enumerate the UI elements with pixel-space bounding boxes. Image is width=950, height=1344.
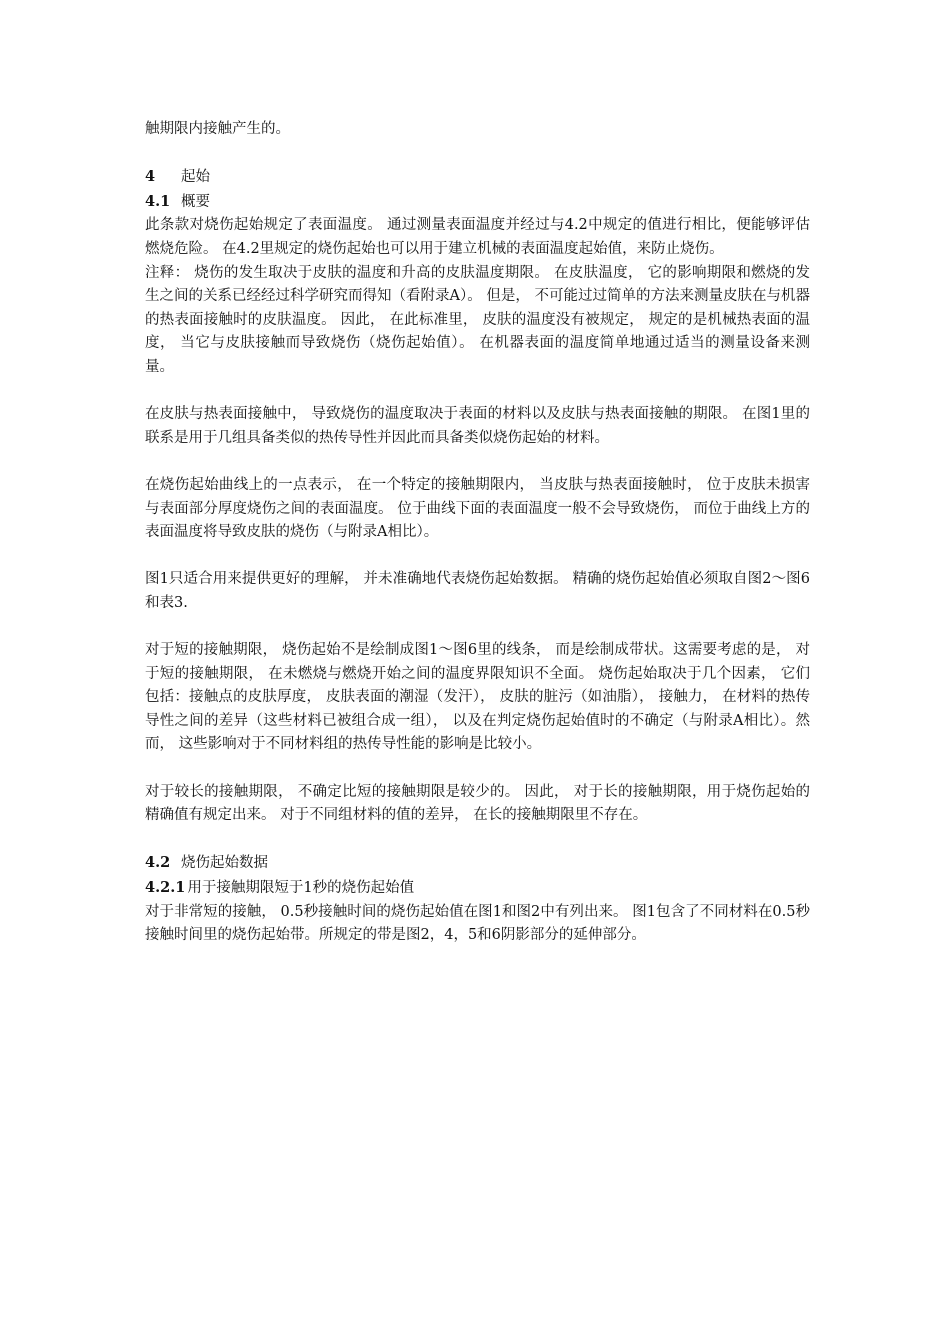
paragraph-7: 对于非常短的接触， 0.5秒接触时间的烧伤起始值在图1和图2中有列出来。 图1包含了不同材料在0.5秒接触时间里的烧伤起始带。所规定的带是图2，4，5和6阴影部分的延伸部分。 xyxy=(145,903,810,944)
intro-line: 触期限内接触产生的。 xyxy=(145,121,290,137)
note-paragraph: 注释： 烧伤的发生取决于皮肤的温度和升高的皮肤温度期限。 在皮肤温度， 它的影响期限和燃烧的发生之间的关系已经经过科学研究而得知（看附录A）。 但是， 不可能过过简单的方法来测量皮肤在与机器的热表面接触时的皮肤温度。 因此， 在此标准里， 皮肤的温度没有被规定， 规定的是机械热表面的温度， 当它与皮肤接触而导致烧伤（烧伤起始值）。 在机器表面的温度简单地通过适当的测量设备来测量。 xyxy=(145,264,810,375)
spacer xyxy=(145,380,810,404)
paragraph-4: 图1只适合用来提供更好的理解， 并未准确地代表烧伤起始数据。 精确的烧伤起始值必须取自图2～图6和表3. xyxy=(145,571,810,611)
section-number: 4.2 xyxy=(145,854,171,872)
spacer xyxy=(145,615,810,639)
paragraph-1: 此条款对烧伤起始规定了表面温度。 通过测量表面温度并经过与4.2中规定的值进行相比，便能够评估燃烧危险。 在4.2里规定的烧伤起始也可以用于建立机械的表面温度起始值，来防止烧伤。 xyxy=(145,217,810,257)
section-number: 4 xyxy=(145,168,156,186)
section-4-2-1-heading xyxy=(145,876,810,901)
document-page xyxy=(145,118,810,948)
section-title: 概要 xyxy=(181,193,210,210)
section-4-2-heading xyxy=(145,851,810,876)
section-title: 起始 xyxy=(181,169,210,186)
paragraph-6: 对于较长的接触期限， 不确定比短的接触期限是较少的。 因此， 对于长的接触期限，用于烧伤起始的精确值有规定出来。 对于不同组材料的值的差异， 在长的接触期限里不存在。 xyxy=(145,783,810,824)
paragraph-5: 对于短的接触期限， 烧伤起始不是绘制成图1～图6里的线条， 而是绘制成带状。这需要考虑的是， 对于短的接触期限， 在未燃烧与燃烧开始之间的温度界限知识不全面。 烧伤起始取决于几个因素， 它们包括：接触点的皮肤厚度， 皮肤表面的潮湿（发汗）， 皮肤的脏污（如油脂）， 接触力， 在材料的热传导性之间的差异（这些材料已被组合成一组）， 以及在判定烧伤起始值时的不确定（与附录A相比）。然而， 这些影响对于不同材料组的热传导性能的影响是比较小。 xyxy=(145,642,810,753)
section-4-heading xyxy=(145,165,810,190)
section-number: 4.2.1 xyxy=(145,879,186,896)
paragraph-3: 在烧伤起始曲线上的一点表示， 在一个特定的接触期限内， 当皮肤与热表面接触时， 位于皮肤未损害与表面部分厚度烧伤之间的表面温度。 位于曲线下面的表面温度一般不会导致烧伤， 而位于曲线上方的表面温度将导致皮肤的烧伤（与附录A相比）。 xyxy=(145,476,810,541)
spacer xyxy=(145,450,810,474)
spacer xyxy=(145,828,810,852)
spacer xyxy=(145,142,810,166)
spacer xyxy=(145,757,810,781)
section-title: 烧伤起始数据 xyxy=(181,855,268,872)
section-4-1-heading xyxy=(145,190,810,215)
paragraph-2: 在皮肤与热表面接触中， 导致烧伤的温度取决于表面的材料以及皮肤与热表面接触的期限。 在图1里的联系是用于几组具备类似的热传导性并因此而具备类似烧伤起始的材料。 xyxy=(145,406,810,446)
spacer xyxy=(145,545,810,569)
section-title: 用于接触期限短于1秒的烧伤起始值 xyxy=(187,880,415,896)
section-number: 4.1 xyxy=(145,192,171,210)
